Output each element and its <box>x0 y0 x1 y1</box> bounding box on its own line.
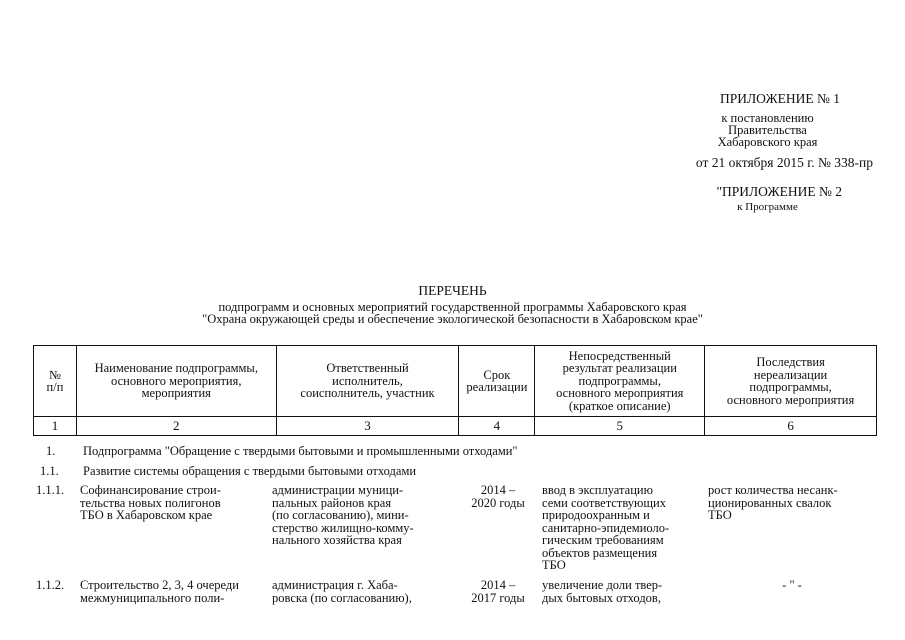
table-row-period: 2014 – 2017 годы <box>471 578 525 605</box>
appendix-line1: к постановлению <box>721 111 814 125</box>
header-col-result: Непосредственный результат реализации подпрограммы, основного мероприятия (краткое описание) <box>535 346 705 417</box>
table-row-period: 2014 – 2020 годы <box>471 483 525 510</box>
column-number: 6 <box>705 417 877 436</box>
header-col-period: Срок реализации <box>459 346 535 417</box>
page-subtitle-2: "Охрана окружающей среды и обеспечение экологической безопасности в Хабаровском крае" <box>202 312 703 326</box>
table-row-name: Софинансирование строи- тельства новых полигонов ТБО в Хабаровском крае <box>80 483 221 522</box>
table-row-executor: администрации муници- пальных районов края (по согласованию), мини- стерство жилищно-комму- нального хозяйства края <box>272 483 414 547</box>
table-row-consequence: рост количества несанк- ционированных свалок ТБО <box>708 483 838 522</box>
header-row <box>34 346 877 417</box>
appendix-decree-date: от 21 октября 2015 г. № 338-пр <box>695 155 873 170</box>
column-number: 2 <box>76 417 276 436</box>
column-number: 4 <box>459 417 535 436</box>
appendix-line3: Хабаровского края <box>717 135 818 149</box>
table-row-consequence: - " - <box>782 578 802 592</box>
appendix-line2: Правительства <box>728 123 807 137</box>
appendix-line5: к Программе <box>737 201 798 213</box>
page-title: ПЕРЕЧЕНЬ <box>418 283 487 298</box>
table-row-result: ввод в эксплуатацию семи соответствующих природоохранным и санитарно-эпидемиоло- гическим требованиям объектов размещения ТБО <box>542 483 670 572</box>
column-number: 3 <box>276 417 459 436</box>
header-col-consequence: Последствия нереализации подпрограммы, основного мероприятия <box>705 346 877 417</box>
table-row-number: 1.1.1. <box>36 483 65 497</box>
header-col-name: Наименование подпрограммы, основного мероприятия, мероприятия <box>76 346 276 417</box>
appendix-title: ПРИЛОЖЕНИЕ № 1 <box>719 91 840 106</box>
table-row-number: 1.1.2. <box>36 578 65 592</box>
section-number: 1. <box>46 444 56 458</box>
column-number: 1 <box>34 417 77 436</box>
section-title: Подпрограмма "Обращение с твердыми бытовыми и промышленными отходами" <box>83 444 518 458</box>
table-row-name: Строительство 2, 3, 4 очереди межмуниципального поли- <box>80 578 239 605</box>
subsection-number: 1.1. <box>40 464 59 478</box>
table-row-executor: администрация г. Хаба- ровска (по согласованию), <box>272 578 412 605</box>
page-subtitle-1: подпрограмм и основных мероприятий государственной программы Хабаровского края <box>218 300 687 314</box>
subsection-title: Развитие системы обращения с твердыми бытовыми отходами <box>83 464 417 478</box>
column-number-row <box>34 417 877 436</box>
header-col-number: № п/п <box>34 346 77 417</box>
table-row-result: увеличение доли твер- дых бытовых отходов, <box>542 578 663 605</box>
header-col-executor: Ответственный исполнитель, соисполнитель, участник <box>276 346 459 417</box>
appendix-title-2: "ПРИЛОЖЕНИЕ № 2 <box>716 184 842 199</box>
column-number: 5 <box>535 417 705 436</box>
list-table-header <box>33 345 877 436</box>
